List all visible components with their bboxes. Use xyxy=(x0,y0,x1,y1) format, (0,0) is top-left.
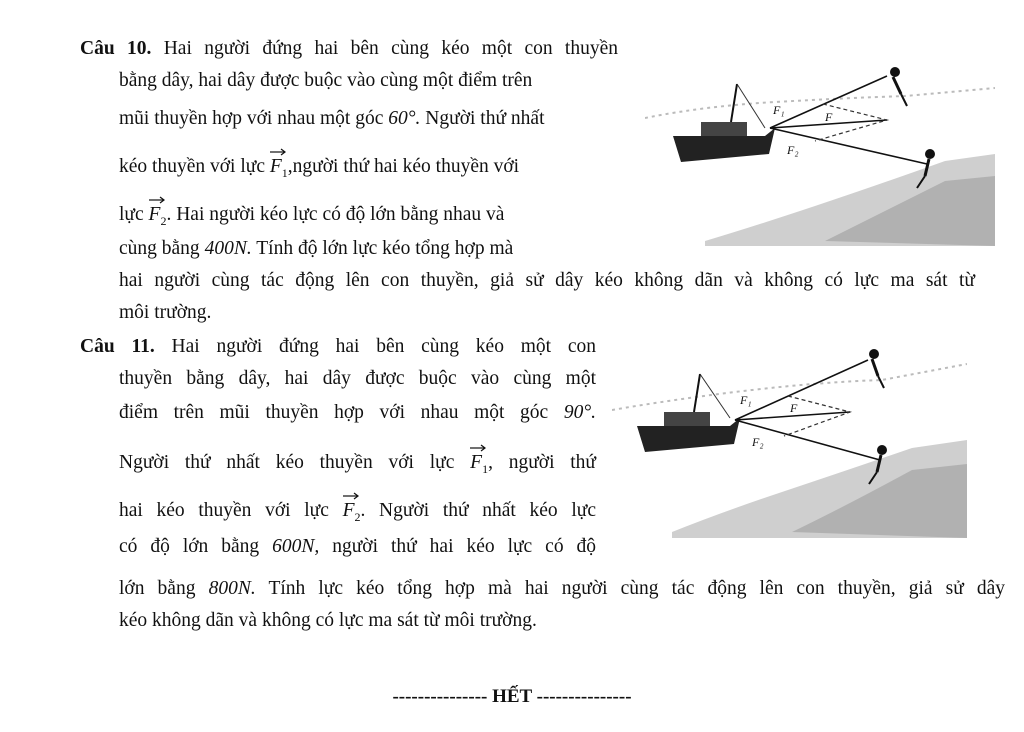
q10-line-6 xyxy=(119,236,513,262)
q11-text-4a: Người thứ nhất kéo thuyền với lực xyxy=(119,452,455,473)
q11-text-3a: điểm trên mũi thuyền hợp với nhau một góc xyxy=(119,402,549,423)
q10-text-5b: . Hai người kéo lực có độ lớn bằng nhau và xyxy=(166,204,505,225)
q10-vector-f2 xyxy=(149,198,167,234)
q10-line-5 xyxy=(119,198,504,234)
q11-line-6 xyxy=(119,534,596,560)
fig-label-f1: F₁ xyxy=(773,103,785,117)
person-1-icon xyxy=(869,349,884,388)
q10-text-3a: mũi thuyền hợp với nhau một góc xyxy=(119,108,384,129)
q11-line-3 xyxy=(119,400,596,426)
q11-line-5 xyxy=(119,494,596,530)
q11-f1-letter: F xyxy=(470,452,483,473)
q11-f2-sub: 2 xyxy=(354,509,361,524)
q10-line-3 xyxy=(119,106,545,132)
q11-f2-letter: F xyxy=(342,500,355,521)
q11-force-2-value: 800N. xyxy=(208,578,256,599)
q11-text-4b: , người thứ xyxy=(488,452,596,473)
q10-line-7: hai người cùng tác động lên con thuyền, giả sử dây kéo không dãn và không có lực ma sát từ xyxy=(119,270,975,291)
q11-f1-sub: 1 xyxy=(482,461,489,476)
q11-force-1-value: 600N, xyxy=(272,536,320,557)
q10-line-1 xyxy=(80,36,618,62)
end-marker: --------------- HẾT --------------- xyxy=(392,686,632,707)
vector-arrow-icon xyxy=(469,444,487,452)
q10-f1-letter: F xyxy=(269,156,282,177)
fig-label-f2: F₂ xyxy=(752,435,764,449)
q10-text-4a: kéo thuyền với lực xyxy=(119,156,265,177)
q11-text-7a: lớn bằng xyxy=(119,578,196,599)
q11-line-7 xyxy=(119,576,1005,602)
q10-text-1: Hai người đứng hai bên cùng kéo một con thuyền xyxy=(163,38,619,59)
q11-text-1: Hai người đứng hai bên cùng kéo một con xyxy=(171,336,596,357)
person-1-icon xyxy=(890,67,907,106)
fig-label-f: F xyxy=(790,401,798,415)
boat-figure-q11 xyxy=(612,340,967,538)
q11-line-4 xyxy=(119,446,596,482)
q11-angle: 90°. xyxy=(563,402,597,423)
q11-text-6a: có độ lớn bằng xyxy=(119,536,260,557)
q10-f1-sub: 1 xyxy=(281,165,288,180)
vector-arrow-icon xyxy=(269,148,287,156)
fig-label-f: F xyxy=(825,110,833,124)
q11-vector-f2 xyxy=(343,494,361,530)
vector-arrow-icon xyxy=(148,196,166,204)
fig-label-f2: F₂ xyxy=(787,143,799,157)
q10-text-5a: lực xyxy=(119,204,144,225)
q10-text-6b: Tính độ lớn lực kéo tổng hợp mà xyxy=(256,238,514,259)
shore-line xyxy=(645,88,995,118)
q10-f2-sub: 2 xyxy=(160,213,167,228)
q10-vector-f1 xyxy=(270,150,288,186)
q10-text-3b: Người thứ nhất xyxy=(425,108,545,129)
q10-line-4 xyxy=(119,150,519,186)
q11-line-1 xyxy=(80,334,596,360)
q11-text-7b: Tính lực kéo tổng hợp mà hai người cùng tác động lên con thuyền, giả sử dây xyxy=(268,578,1005,599)
q11-label: Câu 11. xyxy=(80,336,155,357)
rope-1 xyxy=(735,360,868,420)
q10-text-6a: cùng bằng xyxy=(119,238,200,259)
boat-icon xyxy=(637,374,740,452)
q11-text-5a: hai kéo thuyền với lực xyxy=(119,500,329,521)
fig-label-f1: F₁ xyxy=(740,393,752,407)
vector-arrow-icon xyxy=(342,492,360,500)
q11-line-8: kéo không dãn và không có lực ma sát từ môi trường. xyxy=(119,610,537,631)
q11-text-6b: người thứ hai kéo lực có độ xyxy=(332,536,597,557)
q10-angle: 60°. xyxy=(388,108,421,129)
q10-f2-letter: F xyxy=(148,204,161,225)
q10-label: Câu 10. xyxy=(80,38,152,59)
q10-text-4b: ,người thứ hai kéo thuyền với xyxy=(287,156,520,177)
q10-line-2: bằng dây, hai dây được buộc vào cùng một điểm trên xyxy=(119,70,533,91)
q11-vector-f1 xyxy=(470,446,488,482)
q11-line-2: thuyền bằng dây, hai dây được buộc vào cùng một xyxy=(119,368,596,389)
boat-figure-q10 xyxy=(645,66,995,246)
q10-force-value: 400N. xyxy=(204,238,252,259)
boat-icon xyxy=(673,84,775,162)
q11-text-5b: . Người thứ nhất kéo lực xyxy=(360,500,597,521)
q10-line-8: môi trường. xyxy=(119,302,212,323)
